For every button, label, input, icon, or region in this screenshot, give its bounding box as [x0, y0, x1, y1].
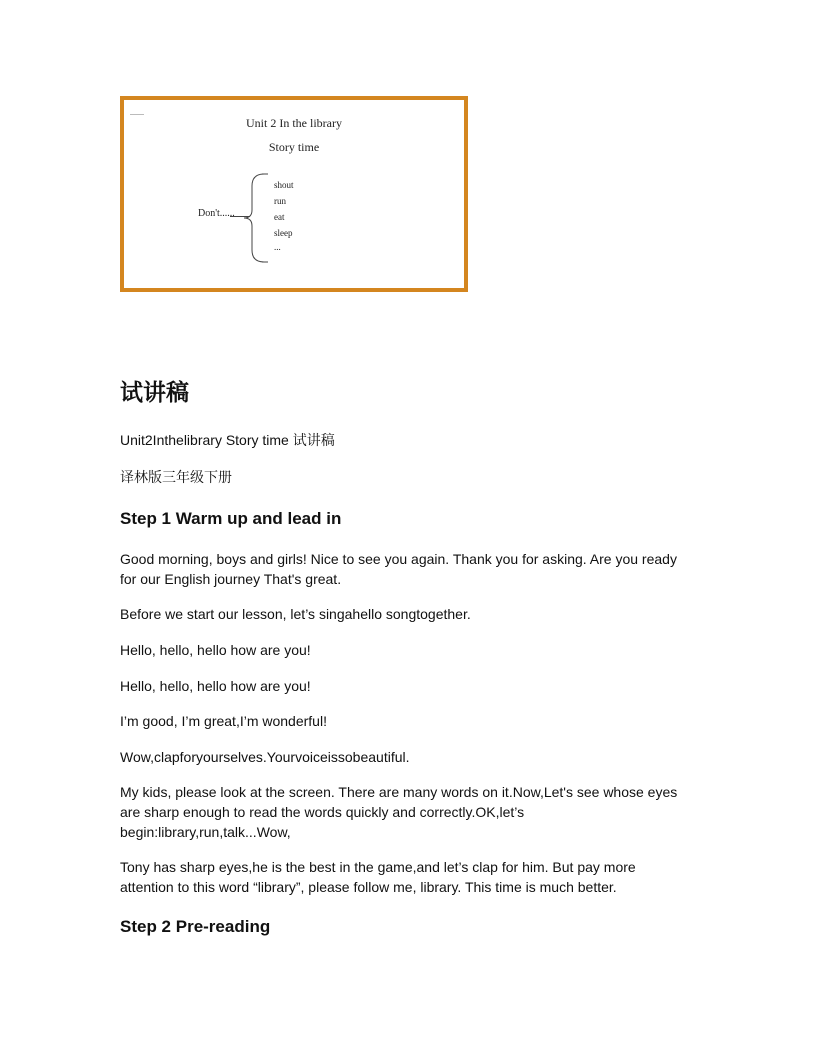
- paragraph: Hello, hello, hello how are you!: [120, 642, 311, 658]
- board-subtitle: Story time: [268, 140, 320, 154]
- textbook-line: 译林版三年级下册: [120, 470, 232, 486]
- board-word: ...: [274, 242, 281, 252]
- paragraph: I’m good, I’m great,I’m wonderful!: [120, 713, 327, 729]
- board-word: eat: [274, 212, 285, 222]
- paragraph: My kids, please look at the screen. There are many words on it.Now,Let's see whose eyes are sharp enough to read the words quickly and correctly.OK,let’s begin:library,run,talk...Wow,: [120, 784, 678, 840]
- corner-mark: [130, 114, 144, 115]
- board-word: run: [274, 196, 286, 206]
- board-prompt: Don't......: [198, 208, 235, 219]
- paragraph: Good morning, boys and girls! Nice to see you again. Thank you for asking. Are you ready for our English journey That's great.: [120, 551, 677, 587]
- paragraph: Wow,clapforyourselves.Yourvoiceissobeautiful.: [120, 749, 410, 765]
- step1-heading: Step 1 Warm up and lead in: [120, 509, 342, 528]
- step2-heading: Step 2 Pre-reading: [120, 917, 271, 936]
- paragraph: Before we start our lesson, let’s singahello songtogether.: [120, 606, 471, 622]
- brace-icon: [242, 172, 272, 264]
- paragraph: Tony has sharp eyes,he is the best in the game,and let’s clap for him. But pay more attention to this word “library”, please follow me, library. This time is much better.: [120, 859, 636, 895]
- intro-line: Unit2Inthelibrary Story time 试讲稿: [120, 432, 335, 448]
- board-word: shout: [274, 180, 294, 190]
- board-word: sleep: [274, 228, 293, 238]
- board-title: Unit 2 In the library: [246, 116, 342, 130]
- blackboard-image: [120, 96, 468, 292]
- page-title: 试讲稿: [120, 380, 189, 406]
- paragraph: Hello, hello, hello how are you!: [120, 678, 311, 694]
